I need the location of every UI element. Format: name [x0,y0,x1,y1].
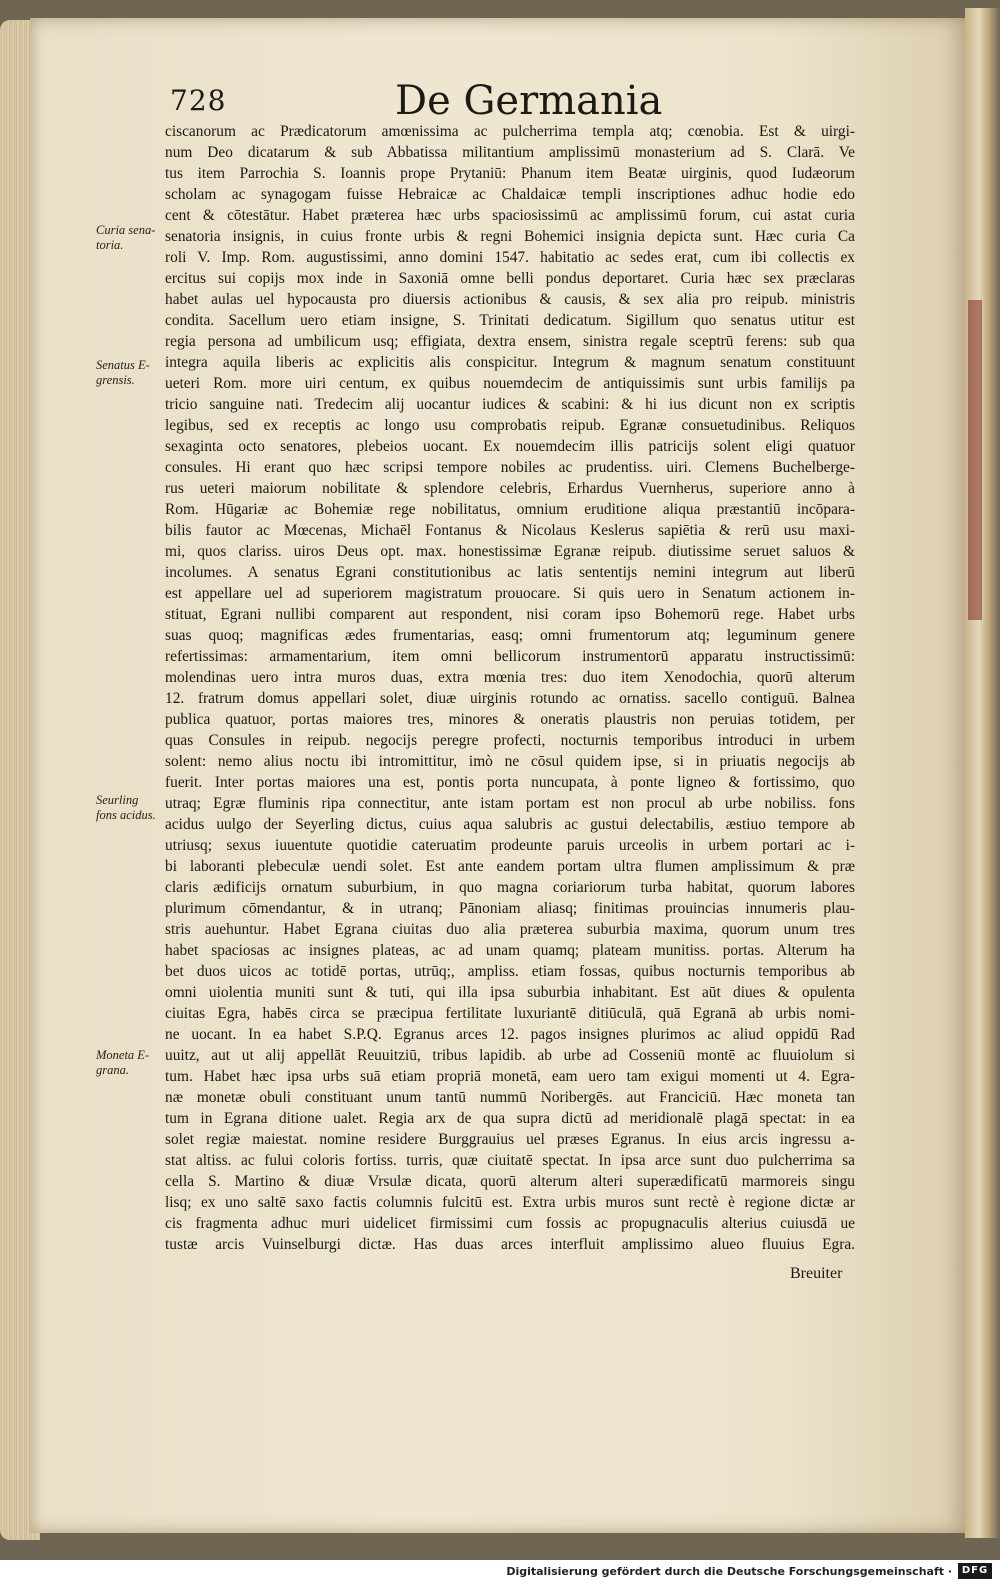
text-line: tum. Habet hæc ipsa urbs suā etiam propriā monetā, eam uero tam exigui momenti ut 4. Egra- [165,1068,855,1085]
text-line: integra aquila liberis ac explicitis alis conspicitur. Integrum & magnum senatum constituunt [165,354,855,371]
text-line: ne uocant. In ea habet S.P.Q. Egranus arces 12. pagos insignes plurimos ac aliud oppidū Rad [165,1026,855,1043]
text-line: incolumes. A senatus Egrani constitutionibus ac latis sententijs nemini integrum aut liberū [165,564,855,581]
text-line [165,1255,855,1276]
text-line: condita. Sacellum uero etiam insigne, S. Trinitati dedicatum. Sigillum quo senatus utitur est [165,312,855,329]
text-line: mi, quos clariss. uiros Deus opt. max. honestissimæ Egranæ reipub. diutissime seruet saluos & [165,543,855,560]
text-line: ercitus sui copijs mox inde in Saxoniā omne belli pondus deportaret. Curia hæc sex præclaras [165,270,855,287]
running-head: De Germania [395,78,663,124]
text-line: suas quoq; magnificas ædes frumentarias, easq; omni frumentorum atq; leguminum genere [165,627,855,644]
text-line: molendinas uero intra muros duas, extra mœnia tres: duo item Xenodochia, quorū alterum [165,669,855,686]
text-line: roli V. Imp. Rom. augustissimi, anno domini 1547. habitatio ac sedes erat, cum ibi collectis ex [165,249,855,266]
text-line: solet regiæ maiestat. nomine residere Burggrauius uel præses Egranus. In eius arcis ingressu a- [165,1131,855,1148]
text-line: habet aulas uel hypocausta pro diuersis actionibus & causis, & sex alia pro reipub. ministris [165,291,855,308]
text-line: plurimum cōmendantur, & in utranq; Pānoniam aliasq; finitimas prouincias innumeris plau- [165,900,855,917]
text-line: solent: nemo alius noctu ibi intromittitur, imò ne cōsul quidem ipse, si in priuatis negocijs ab [165,753,855,770]
text-line: stat altiss. ac fului coloris fortiss. turris, quæ ciuitatē spectat. In ipsa arce sunt duo pulcherrima sa [165,1152,855,1169]
funding-credit: Digitalisierung gefördert durch die Deutsche Forschungsgemeinschaft · [506,1565,952,1578]
text-line: tum in Egrana ditione ualet. Regia arx de qua supra dictū ad meridionalē plagā spectat: in ea [165,1110,855,1127]
text-line: regia persona ad umbilicum usq; effigiata, dextra ensem, sinistra regale sceptrū ferens: sub qua [165,333,855,350]
text-line: omni uiolentia muniti sunt & tuti, qui illa ipsa suburbia inhabitant. Est aūt diues & opulenta [165,984,855,1001]
text-line: ueteri Rom. more uiri centum, ex quibus nouemdecim de antiquissimis sunt urbis familijs pa [165,375,855,392]
text-line: tus item Parrochia S. Ioannis prope Prytaniū: Phanum item Beatæ uirginis, quod Iudæorum [165,165,855,182]
text-line: publica quatuor, portas maiores tres, minores & oneratis plaustris non peruias totidem, per [165,711,855,728]
margin-note-seurling: Seurling fons acidus. [96,793,156,822]
page-number: 728 [170,84,227,117]
text-line: tricio sanguine nati. Tredecim alij uocantur iudices & scabini: & hi ius dicunt non ex scriptis [165,396,855,413]
text-line: habet spaciosas ac insignes plateas, ac ad unam quamq; plateam munitiss. portas. Alterum ha [165,942,855,959]
text-line: claris ædificijs ornatum suburbium, in quo magna coriariorum turba habitat, quorum labores [165,879,855,896]
book-right-edge [965,8,1000,1538]
text-line: consules. Hi erant quo hæc scripsi tempore nobiles ac prudentiss. uiri. Clemens Buchelberge- [165,459,855,476]
margin-note-curia: Curia sena- toria. [96,223,156,252]
dfg-logo-icon: DFG [958,1563,992,1579]
text-line: rus ueteri maiorum nobilitate & splendore celebris, Erhardus Vuernherus, superiore anno à [165,480,855,497]
bookmark-ribbon [968,300,982,620]
text-line: næ monetæ obuli constituant unum tantū nummū Noribergēs. aut Franciciū. Hæc moneta tan [165,1089,855,1106]
text-line: stris auehuntur. Habet Egrana ciuitas duo alia præterea suburbia maxima, quorum unum tres [165,921,855,938]
text-line: bet duos uicos ac totidē portas, utrūq;, ampliss. etiam fossas, quibus nocturnis temporibus ab [165,963,855,980]
text-line: legibus, sed ex receptis ac longo usu comprobatis reipub. Egranæ consuetudinibus. Reliquos [165,417,855,434]
footer-bar [0,1560,1000,1585]
text-line: lisq; ex uno saltē saxo factis columnis fulcitū est. Extra urbis muros sunt rectè è regione dictæ ar [165,1194,855,1211]
text-line: uuitz, aut ut alij appellāt Reuuitziū, tribus lapidib. ab urbe ad Cosseniū montē ac fluuiolum si [165,1047,855,1064]
text-line: cis fragmenta adhuc muri uidelicet firmissimi cum fossis ac propugnaculis alterius cuiusdā ue [165,1215,855,1232]
text-line: Rom. Hūgariæ ac Bohemiæ rege nobilitatus, omnium eruditione aliqua præstantiū incōpara- [165,501,855,518]
body-text [165,121,855,1276]
text-line: ciuitas Egra, habēs circa se præcipua fertilitate luxuriantē ditiūculā, quā Egranā ab urbis nomi- [165,1005,855,1022]
text-line: bilis fautor ac Mœcenas, Michaēl Fontanus & Nicolaus Keslerus sapiētia & rerū usu maxi- [165,522,855,539]
text-line: num Deo dicatarum & sub Abbatissa militantium amplissimū monasterium ad S. Clarā. Ve [165,144,855,161]
text-line: quas Consules in reipub. negocijs peregre profecti, nocturnis temporibus introduci in urbem [165,732,855,749]
margin-note-moneta: Moneta E- grana. [96,1048,150,1077]
margin-note-senatus: Senatus E- grensis. [96,358,150,387]
text-line: stituat, Egrani nullibi comparent aut respondent, nisi coram ipso Bohemorū rege. Habet urbs [165,606,855,623]
text-line: sexaginta octo senatores, plebeios uocant. Ex nouemdecim illis patricijs solent eligi quatuor [165,438,855,455]
text-line: senatoria insignis, in cuius fronte urbis & regni Bohemici insignia depicta sunt. Hæc curia Ca [165,228,855,245]
text-line: refertissimas: armamentarium, item omni bellicorum instrumentorū apparatu instructissimū: [165,648,855,665]
text-line: 12. fratrum domus appellari solet, diuæ uirginis rotundo ac ornatiss. sacello contiguū. Balnea [165,690,855,707]
text-line: cent & cōtestātur. Habet præterea hæc urbs spaciosissimū ac amplissimū forum, cui astat curia [165,207,855,224]
catchword: Breuiter [790,1265,843,1282]
text-line: acidus uulgo der Seyerling dictus, cuius aqua salubris ac gustui delectabilis, æstiuo tempore ab [165,816,855,833]
text-line: bi laboranti plebeculæ uendi solet. Est ante eandem portam ultra flumen amplissimum & præ [165,858,855,875]
text-line: cella S. Martino & diuæ Vrsulæ dicata, quorū alterum alteri superædificatū marmoreis singu [165,1173,855,1190]
text-line: est appellare uel ad superiorem magistratum prouocare. Si quis uero in Senatum actionem in- [165,585,855,602]
text-line: scholam ac synagogam fuisse Hebraicæ ac Chaldaicæ templi inscriptiones adhuc hodie edo [165,186,855,203]
text-line: utriusq; sexus iuuentute quotidie cateruatim prodeunte paruis urceolis in urbem portari ac i- [165,837,855,854]
text-line: utraq; Egræ fluminis ripa connectitur, ante istam portam est non procul ab urbe nobiliss. fons [165,795,855,812]
text-line: ciscanorum ac Prædicatorum amœnissima ac pulcherrima templa atq; cœnobia. Est & uirgi- [165,123,855,140]
text-line: tustæ arcis Vuinselburgi dictæ. Has duas arces interfluit amplissimo alueo fluuius Egra. [165,1236,855,1253]
text-line: fuerit. Inter portas maiores una est, pontis porta nuncupata, à ponte ligneo & fortissimo, quo [165,774,855,791]
